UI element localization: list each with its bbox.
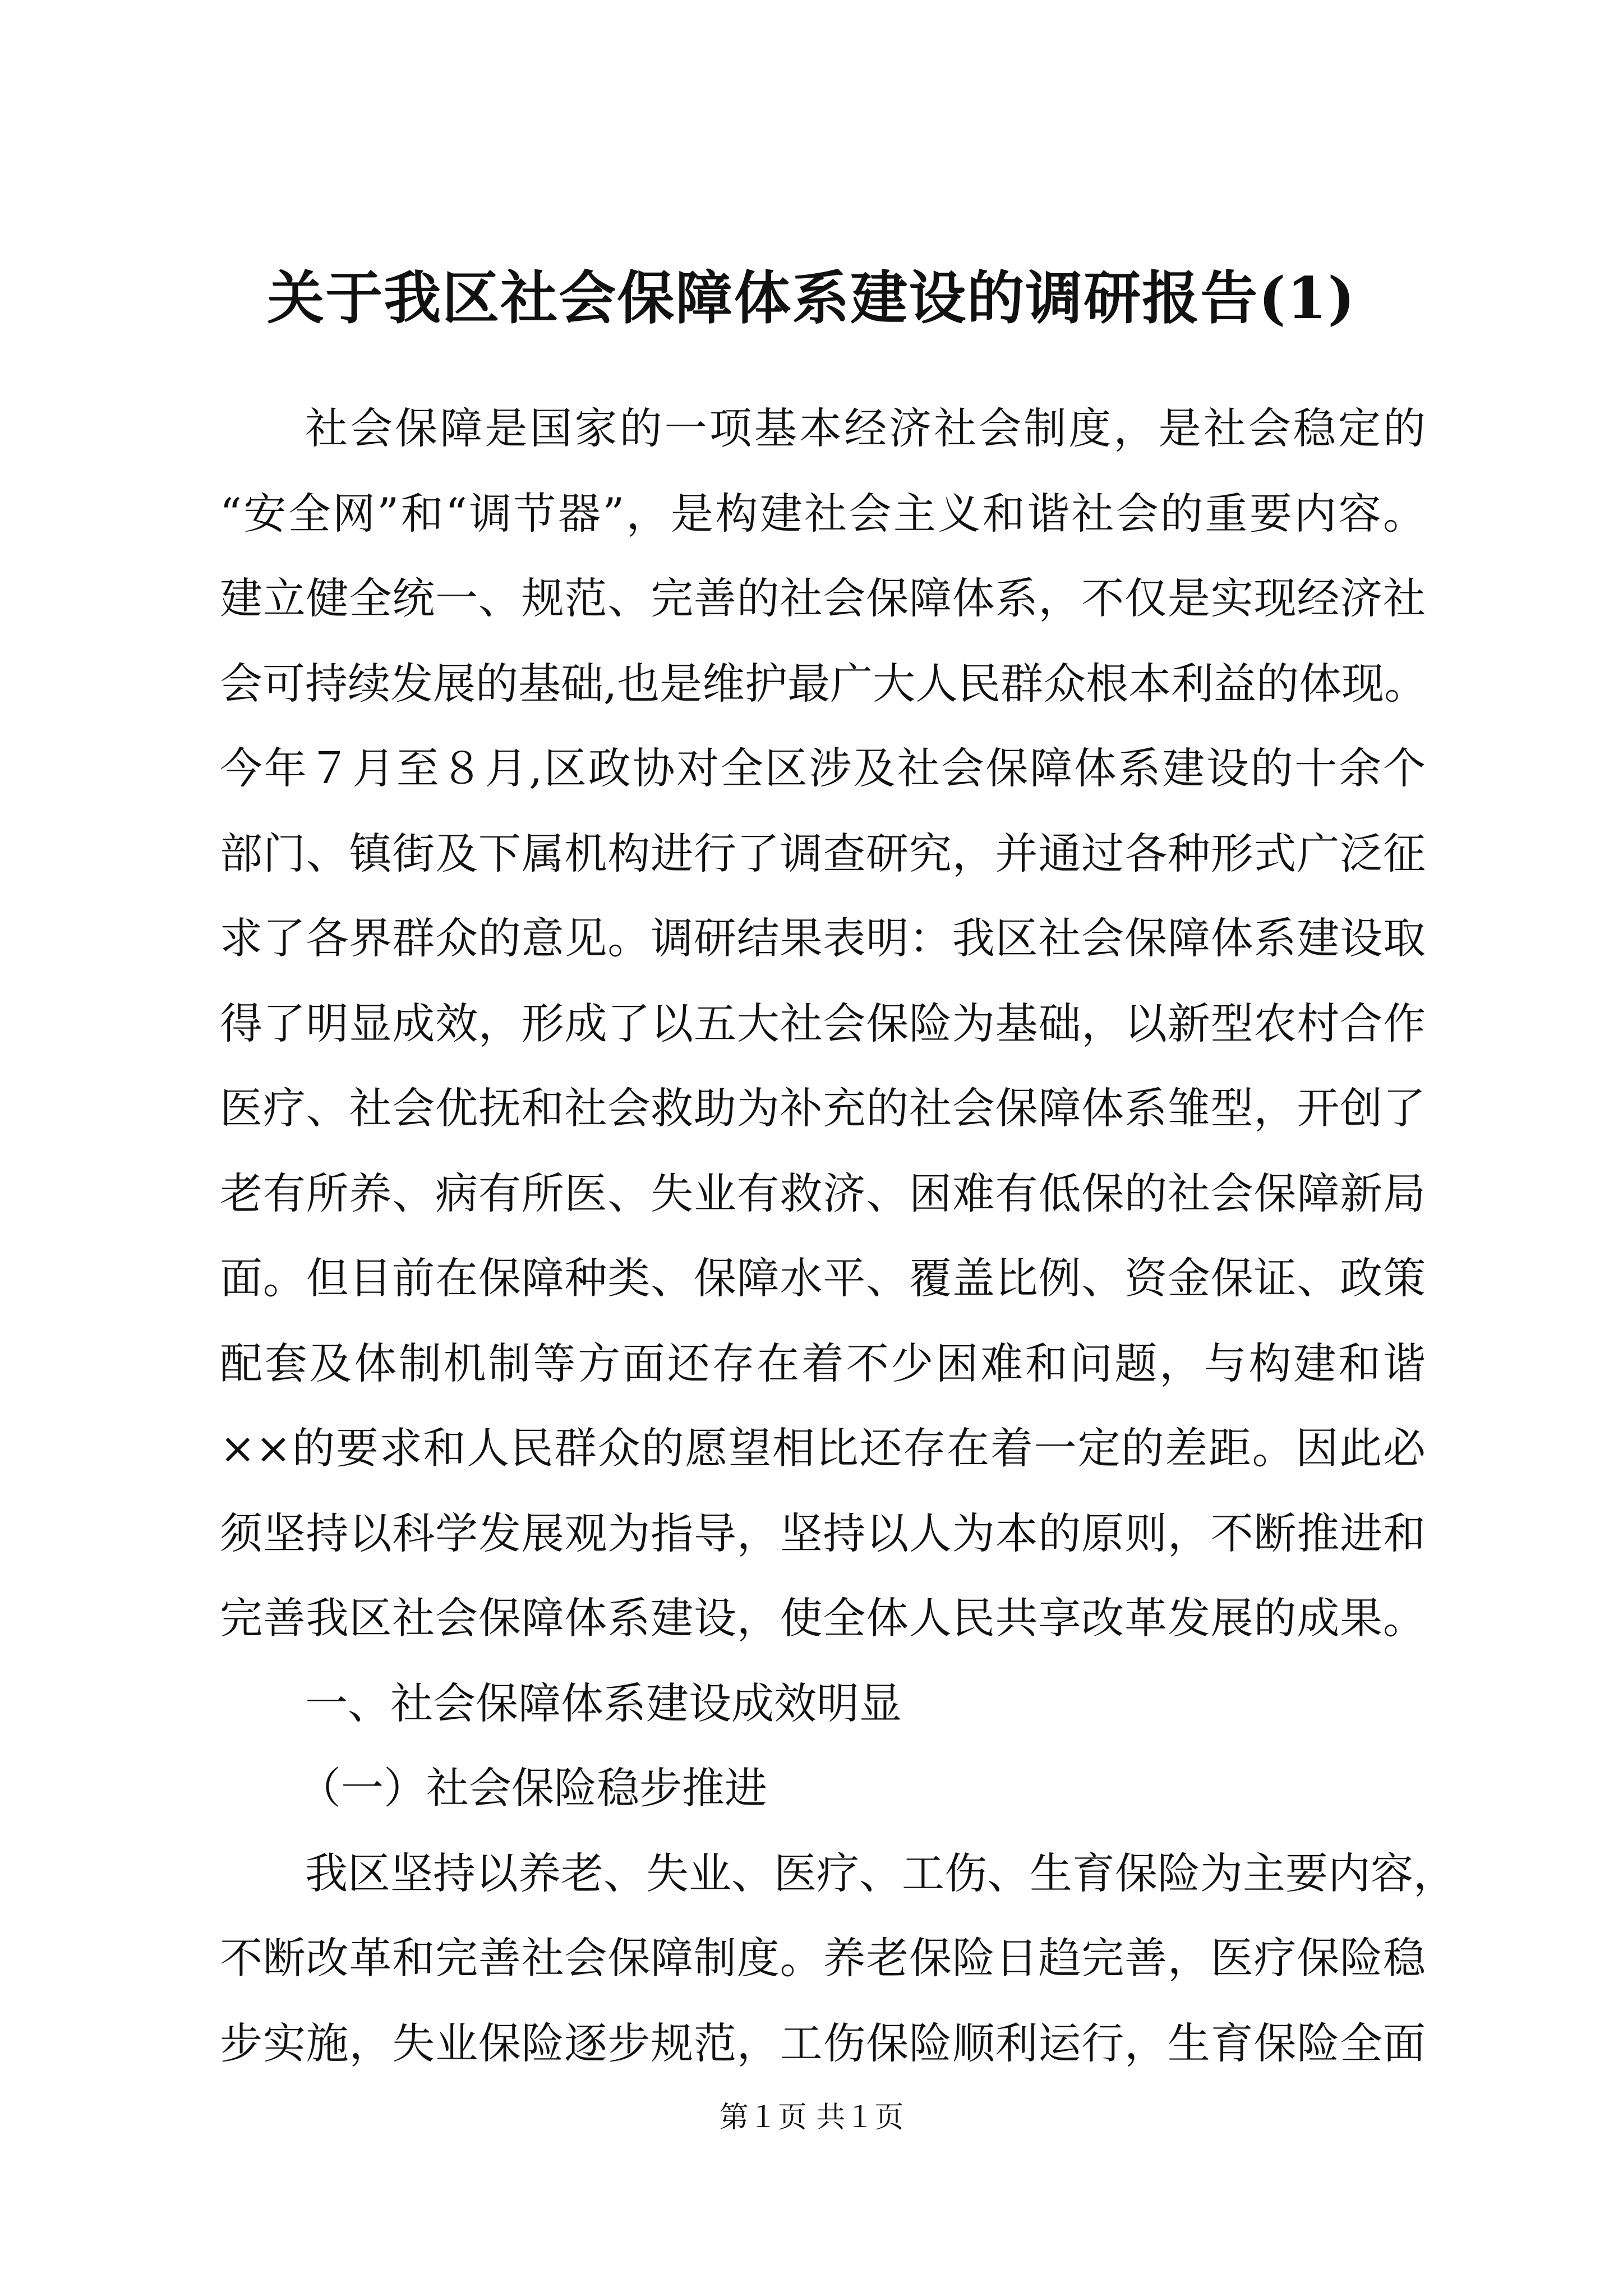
text-line: 不断改革和完善社会保障制度。养老保险日趋完善，医疗保险稳 <box>220 1933 1426 1983</box>
document-title: 关于我区社会保障体系建设的调研报告(1) <box>267 265 1356 332</box>
body-paragraph <box>220 1831 1456 2086</box>
text-line: ××的要求和人民群众的愿望相比还存在着一定的差距。因此必 <box>220 1423 1426 1473</box>
text-line: 完善我区社会保障体系建设，使全体人民共享改革发展的成果。 <box>220 1593 1426 1643</box>
text-line: 今年７月至８月,区政协对全区涉及社会保障体系建设的十余个 <box>220 743 1426 793</box>
text-line: 建立健全统一、规范、完善的社会保障体系，不仅是实现经济社 <box>220 573 1426 623</box>
text-line: 社会保障是国家的一项基本经济社会制度，是社会稳定的 <box>305 403 1426 453</box>
text-line: 老有所养、病有所医、失业有救济、困难有低保的社会保障新局 <box>220 1168 1426 1218</box>
text-line: 医疗、社会优抚和社会救助为补充的社会保障体系雏型，开创了 <box>220 1083 1426 1133</box>
text-line: 配套及体制机制等方面还存在着不少困难和问题，与构建和谐 <box>220 1338 1426 1388</box>
heading-1-1: （一）社会保险稳步推进 <box>298 1763 767 1813</box>
intro-paragraph <box>220 386 1426 1661</box>
text-line: 得了明显成效，形成了以五大社会保险为基础，以新型农村合作 <box>220 998 1426 1048</box>
text-line: 我区坚持以养老、失业、医疗、工伤、生育保险为主要内容， <box>305 1848 1456 1898</box>
subsection-heading <box>220 1746 1426 1831</box>
text-line: 须坚持以科学发展观为指导，坚持以人为本的原则，不断推进和 <box>220 1508 1426 1558</box>
heading-1: 一、社会保障体系建设成效明显 <box>305 1678 902 1728</box>
text-line: 求了各界群众的意见。调研结果表明：我区社会保障体系建设取 <box>220 913 1426 963</box>
text-line: 部门、镇街及下属机构进行了调查研究，并通过各种形式广泛征 <box>220 828 1426 878</box>
section-heading <box>220 1661 1426 1746</box>
text-line: 会可持续发展的基础,也是维护最广大人民群众根本利益的体现。 <box>220 658 1427 708</box>
document-body <box>220 386 1456 2086</box>
page-footer: 第１页 共１页 <box>719 2101 904 2134</box>
text-line: “安全网”和“调节器”，是构建社会主义和谐社会的重要内容。 <box>220 488 1426 539</box>
text-line: 步实施，失业保险逐步规范，工伤保险顺利运行，生育保险全面 <box>220 2018 1426 2068</box>
text-line: 面。但目前在保障种类、保障水平、覆盖比例、资金保证、政策 <box>220 1253 1426 1303</box>
